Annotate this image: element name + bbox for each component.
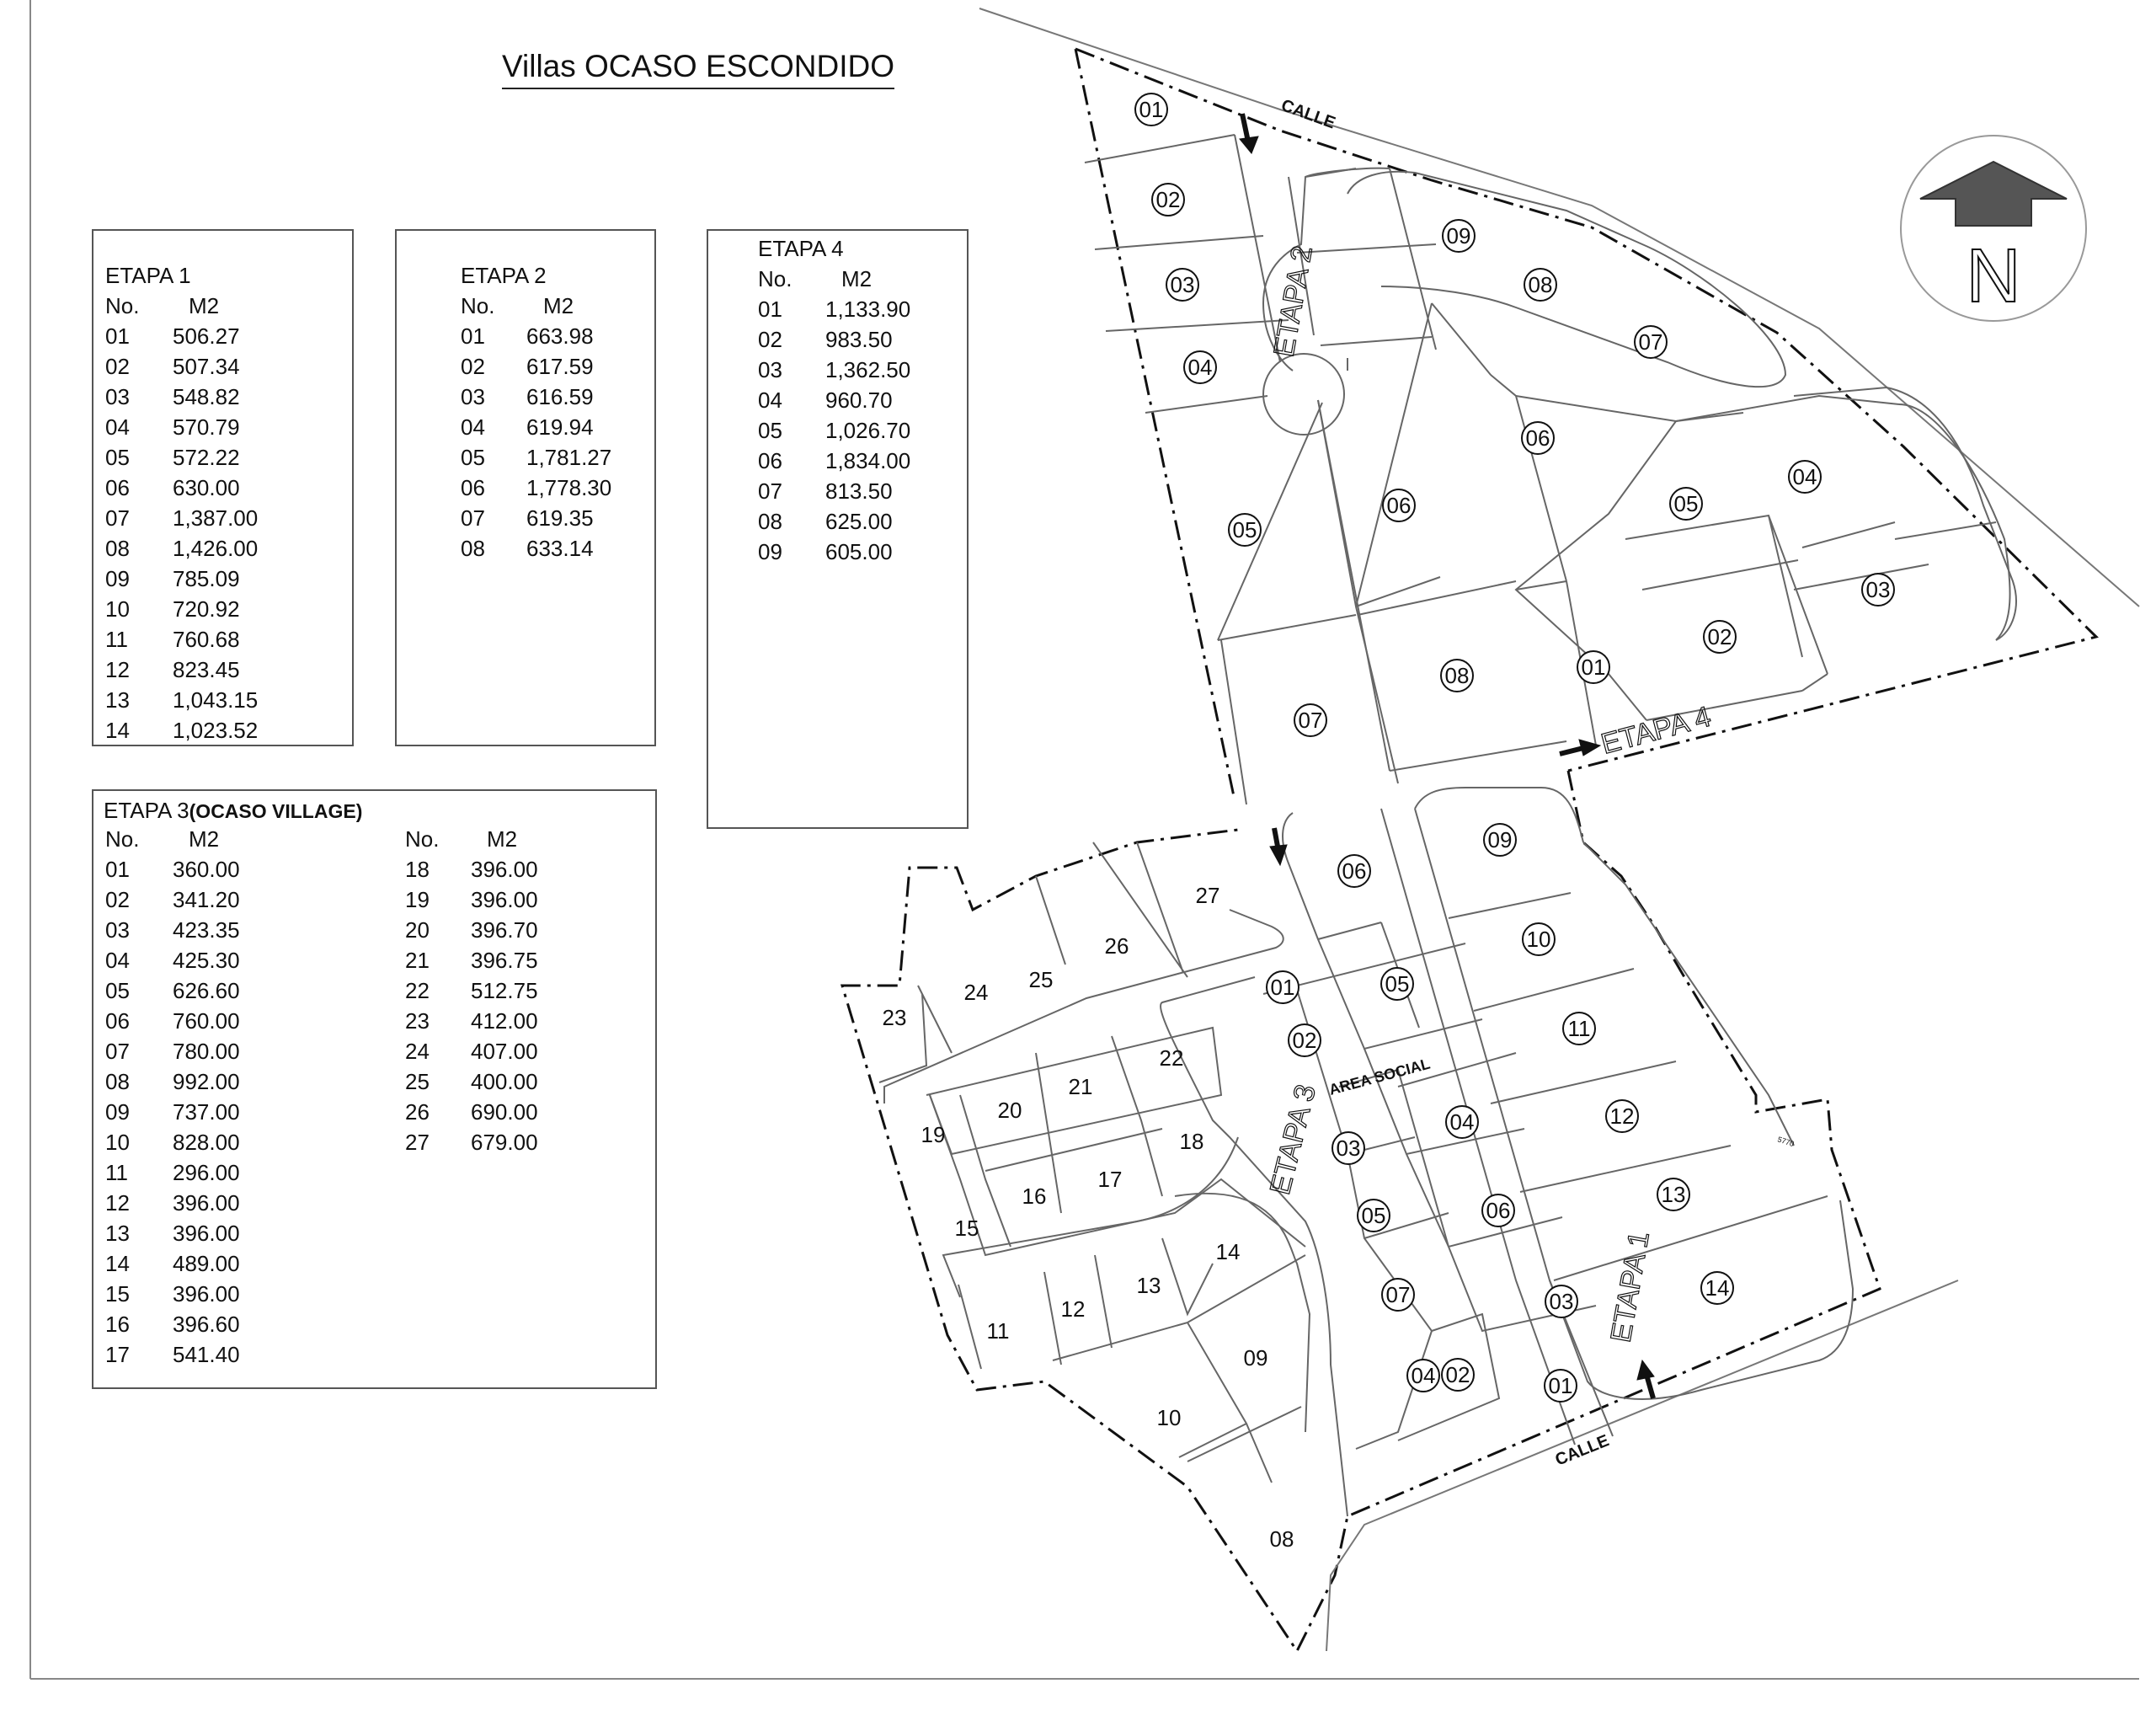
lot-label: 04 [1411,1363,1436,1388]
lot-area: 396.00 [173,1221,240,1246]
lot-number: 21 [405,948,430,973]
lot-number: 26 [405,1099,430,1125]
lot-area: 541.40 [173,1342,240,1367]
lot-number: 09 [105,566,130,591]
lot-number: 02 [105,354,130,379]
lot-label: 02 [1292,1028,1317,1053]
lot-number: 07 [758,478,782,504]
etapa4-title: ETAPA 4 [758,236,844,261]
lot-number: 03 [105,384,130,409]
lot-label: 14 [1215,1239,1241,1264]
etapa3-col-no-right: No. [405,826,440,852]
lot-number: 18 [405,857,430,882]
lot-area: 760.68 [173,627,240,652]
stage-label-etapa4: ETAPA 4 [1598,700,1715,761]
lot-area: 780.00 [173,1039,240,1064]
lot-area: 412.00 [471,1008,538,1034]
lot-label: 26 [1104,933,1129,959]
lot-area: 663.98 [526,323,594,349]
lot-area: 296.00 [173,1160,240,1185]
lot-number: 13 [105,687,130,713]
lot-label: 11 [986,1318,1010,1344]
stage-label-etapa3: ETAPA 3 [1263,1081,1322,1198]
etapa4-col-m2: M2 [841,266,873,291]
map-title: Villas OCASO ESCONDIDO [502,49,894,89]
lot-number: 19 [405,887,430,912]
lot-area: 617.59 [526,354,594,379]
lot-label: 24 [963,980,989,1005]
lot-number: 01 [758,297,782,322]
etapa2-col-m2: M2 [543,293,574,318]
lot-label: 19 [921,1122,946,1147]
lot-number: 07 [105,505,130,531]
lot-number: 04 [105,948,130,973]
lot-label: 02 [1707,624,1732,649]
lot-label: 05 [1232,517,1257,542]
lot-number: 06 [105,1008,130,1034]
lot-area: 425.30 [173,948,240,973]
etapa1-col-no: No. [105,293,140,318]
lot-label: 07 [1385,1282,1411,1307]
lot-area: 1,023.52 [173,718,259,743]
lot-area: 605.00 [825,539,893,564]
lot-area: 760.00 [173,1008,240,1034]
lot-number: 23 [405,1008,430,1034]
lot-area: 507.34 [173,354,240,379]
lot-area: 828.00 [173,1130,240,1155]
lot-label: 13 [1136,1273,1161,1298]
lot-area: 983.50 [825,327,893,352]
lot-label: 21 [1068,1074,1093,1099]
lot-area: 423.35 [173,917,240,943]
north-letter: N [1966,234,2021,318]
lot-number: 02 [461,354,485,379]
etapa3-title-bold: (OCASO VILLAGE) [189,800,363,822]
lot-area: 626.60 [173,978,240,1003]
lot-number: 11 [105,1160,128,1185]
lot-label: 18 [1179,1129,1204,1154]
lot-label: 07 [1298,708,1323,733]
lot-area: 737.00 [173,1099,240,1125]
lot-number: 02 [105,887,130,912]
lot-area: 619.94 [526,414,594,440]
lot-number: 15 [105,1281,130,1307]
lot-number: 06 [758,448,782,473]
lot-area: 396.60 [173,1312,240,1337]
lot-label: 04 [1187,355,1213,380]
lot-area: 512.75 [471,978,538,1003]
access-arrow-etapa4 [1560,748,1583,754]
lot-label: 03 [1336,1136,1361,1161]
lot-label: 02 [1155,187,1181,212]
lot-number: 10 [105,596,130,622]
lot-label: 03 [1170,272,1195,297]
etapa4-col-no: No. [758,266,792,291]
lot-label: 03 [1865,577,1891,602]
lot-area: 489.00 [173,1251,240,1276]
lot-label: 15 [954,1216,979,1241]
lot-number: 01 [461,323,485,349]
access-arrow-etapa1 [1646,1375,1653,1398]
lot-label: 05 [1673,491,1699,516]
lot-area: 690.00 [471,1099,538,1125]
lot-number: 08 [105,1069,130,1094]
lot-area: 407.00 [471,1039,538,1064]
lot-number: 24 [405,1039,430,1064]
lot-number: 22 [405,978,430,1003]
lot-area: 1,043.15 [173,687,259,713]
stage-label-etapa1: ETAPA 1 [1604,1228,1656,1345]
stage-label-etapa2: ETAPA 2 [1267,243,1319,360]
access-arrow-etapa1-head [1637,1360,1654,1380]
access-arrow-etapa3-head [1270,845,1287,865]
lot-label: 06 [1386,493,1412,518]
area-social-label: AREA SOCIAL [1326,1055,1433,1098]
lot-label: 13 [1661,1182,1686,1207]
lot-number: 11 [105,627,128,652]
lot-number: 08 [461,536,485,561]
etapa3-col-m2-left: M2 [189,826,220,852]
lot-label: 12 [1609,1103,1635,1129]
lot-number: 04 [461,414,485,440]
lot-number: 05 [758,418,782,443]
access-arrow-etapa4-head [1579,740,1600,756]
lot-area: 572.22 [173,445,240,470]
lot-area: 1,781.27 [526,445,612,470]
lot-number: 13 [105,1221,130,1246]
lot-area: 400.00 [471,1069,538,1094]
lot-area: 396.00 [173,1190,240,1216]
lot-number: 08 [758,509,782,534]
lot-label: 01 [1139,97,1164,122]
lot-number: 20 [405,917,430,943]
lot-number: 14 [105,718,130,743]
lot-label: 23 [882,1005,907,1030]
lot-number: 27 [405,1130,430,1155]
lot-label: 01 [1270,975,1295,1000]
lot-label: 06 [1342,858,1367,884]
lot-area: 1,834.00 [825,448,911,473]
street-label-bottom: CALLE [1552,1431,1612,1470]
lot-number: 04 [105,414,130,440]
lot-area: 823.45 [173,657,240,682]
lot-area: 960.70 [825,387,893,413]
lot-number: 17 [105,1342,130,1367]
etapa1-title: ETAPA 1 [105,263,191,288]
lot-number: 02 [758,327,782,352]
lot-number: 08 [105,536,130,561]
lot-area: 360.00 [173,857,240,882]
lot-label: 22 [1159,1045,1184,1071]
lot-label: 08 [1528,272,1553,297]
lot-area: 619.35 [526,505,594,531]
lot-label: 09 [1243,1345,1268,1371]
lot-number: 07 [105,1039,130,1064]
lot-area: 630.00 [173,475,240,500]
lot-area: 992.00 [173,1069,240,1094]
lot-area: 813.50 [825,478,893,504]
lot-number: 10 [105,1130,130,1155]
lot-area: 396.75 [471,948,538,973]
lot-label: 07 [1638,329,1663,355]
lot-area: 396.00 [471,887,538,912]
lot-area: 570.79 [173,414,240,440]
lot-label: 04 [1792,464,1817,489]
lot-label: 25 [1028,967,1054,992]
access-arrow-etapa2-head [1240,136,1258,153]
lot-area: 633.14 [526,536,594,561]
lot-number: 04 [758,387,782,413]
lot-number: 05 [105,445,130,470]
etapa1-col-m2: M2 [189,293,220,318]
lot-area: 506.27 [173,323,240,349]
lot-number: 05 [105,978,130,1003]
lot-label: 03 [1549,1289,1574,1314]
lot-label: 09 [1446,223,1471,248]
lot-number: 09 [758,539,782,564]
lot-label: 11 [1567,1016,1591,1041]
lot-number: 01 [105,323,130,349]
lot-number: 16 [105,1312,130,1337]
lot-area: 616.59 [526,384,594,409]
lot-number: 25 [405,1069,430,1094]
lot-number: 07 [461,505,485,531]
lot-area: 341.20 [173,887,240,912]
lot-label: 09 [1487,827,1513,852]
lot-area: 679.00 [471,1130,538,1155]
lot-area: 720.92 [173,596,240,622]
lot-label: 14 [1705,1275,1730,1301]
lot-label: 01 [1581,655,1606,680]
lot-number: 06 [105,475,130,500]
lot-label: 16 [1022,1184,1047,1209]
lot-area: 625.00 [825,509,893,534]
street-label-top: CALLE [1278,96,1338,133]
etapa2-title: ETAPA 2 [461,263,547,288]
lot-area: 1,362.50 [825,357,911,382]
lot-area: 1,133.90 [825,297,911,322]
lot-number: 14 [105,1251,130,1276]
lot-area: 1,426.00 [173,536,259,561]
etapa2-col-no: No. [461,293,495,318]
lot-number: 03 [758,357,782,382]
north-arrow-icon [1901,136,2086,321]
lot-number: 12 [105,1190,130,1216]
lot-label: 08 [1444,663,1470,688]
lot-label: 05 [1361,1203,1386,1228]
lot-label: 02 [1445,1362,1470,1387]
lot-area: 396.00 [471,857,538,882]
lot-number: 01 [105,857,130,882]
small-dimension-label: 5770 [1776,1135,1796,1149]
lot-area: 396.70 [471,917,538,943]
lot-label: 06 [1525,425,1550,451]
lot-label: 17 [1097,1167,1123,1192]
lot-area: 1,026.70 [825,418,911,443]
etapa3-col-m2-right: M2 [487,826,518,852]
lot-area: 396.00 [173,1281,240,1307]
lot-label: 06 [1486,1198,1511,1223]
access-arrow-etapa2 [1242,114,1248,142]
lot-area: 1,387.00 [173,505,259,531]
etapa3-title-plain: ETAPA 3 [104,798,189,823]
lot-area: 785.09 [173,566,240,591]
lot-label: 12 [1060,1296,1086,1322]
lot-label: 04 [1449,1109,1475,1135]
lot-area: 548.82 [173,384,240,409]
lot-area: 1,778.30 [526,475,612,500]
lot-number: 05 [461,445,485,470]
lot-label: 10 [1156,1405,1182,1430]
lot-label: 01 [1548,1373,1573,1398]
etapa3-col-no-left: No. [105,826,140,852]
lot-label: 08 [1269,1526,1294,1552]
lot-number: 03 [461,384,485,409]
lot-label: 20 [997,1098,1022,1123]
lot-label: 05 [1385,971,1410,997]
lot-label: 27 [1195,883,1220,908]
lot-number: 12 [105,657,130,682]
lot-number: 06 [461,475,485,500]
lot-number: 09 [105,1099,130,1125]
lot-number: 03 [105,917,130,943]
lot-label: 10 [1526,927,1551,952]
